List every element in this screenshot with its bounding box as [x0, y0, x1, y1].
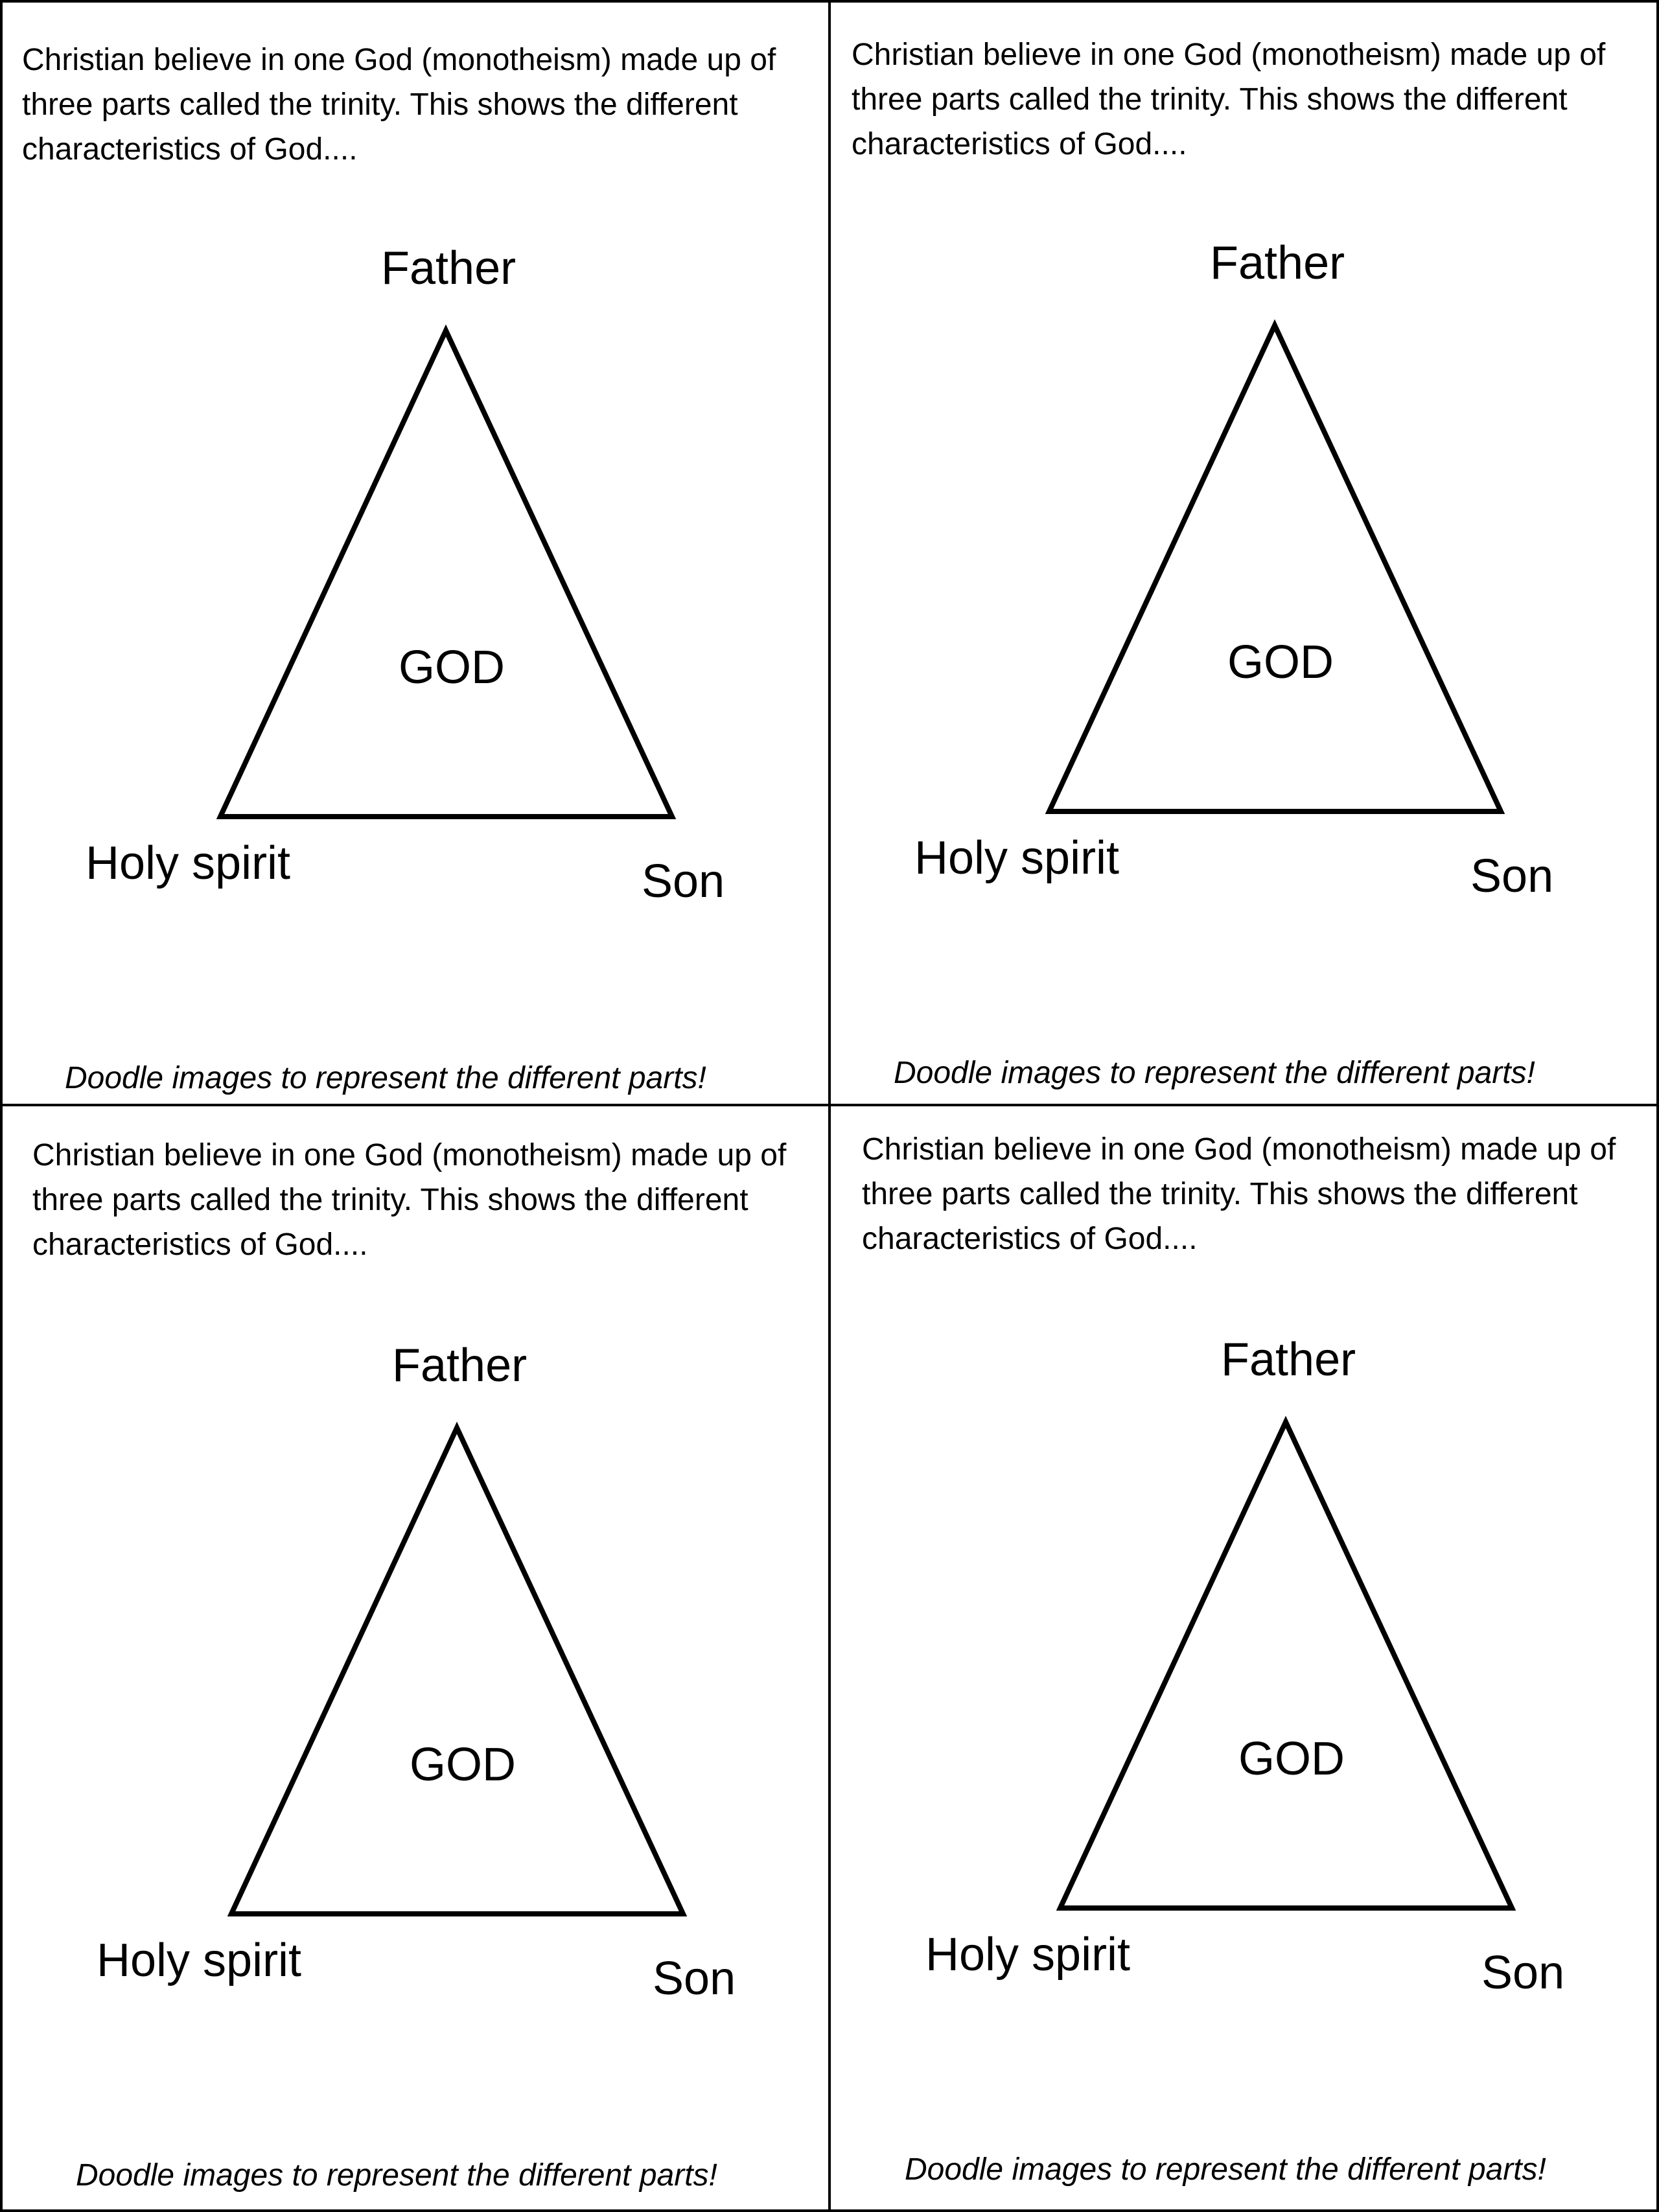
- trinity-panel-top-left: [0, 0, 828, 1105]
- father-label: Father: [1210, 237, 1345, 289]
- doodle-instruction: Doodle images to represent the different parts!: [65, 1061, 706, 1095]
- trinity-triangle: [1049, 325, 1501, 811]
- god-label: GOD: [399, 642, 505, 693]
- trinity-diagram: [0, 0, 828, 1105]
- son-label: Son: [653, 1953, 736, 2005]
- son-label: Son: [1470, 850, 1554, 902]
- intro-text: Christian believe in one God (monotheism) made up of three parts called the trinity. This shows the different characteristics of God....: [852, 38, 1606, 161]
- trinity-diagram: [831, 1106, 1659, 2211]
- trinity-panel-bottom-right: [831, 1106, 1659, 2211]
- god-label: GOD: [410, 1739, 516, 1791]
- father-label: Father: [381, 242, 516, 294]
- holy-spirit-label: Holy spirit: [86, 837, 291, 889]
- holy-spirit-label: Holy spirit: [97, 1935, 302, 1986]
- trinity-triangle: [1060, 1422, 1512, 1908]
- intro-text: Christian believe in one God (monotheism) made up of three parts called the trinity. This shows the different characteristics of God....: [22, 43, 776, 167]
- doodle-instruction: Doodle images to represent the different parts!: [76, 2158, 717, 2193]
- doodle-instruction: Doodle images to represent the different parts!: [894, 1056, 1535, 1090]
- father-label: Father: [1221, 1334, 1356, 1386]
- intro-text: Christian believe in one God (monotheism) made up of three parts called the trinity. This shows the different characteristics of God....: [862, 1132, 1616, 1256]
- trinity-panel-bottom-left: [0, 1106, 828, 2211]
- god-label: GOD: [1227, 636, 1334, 688]
- trinity-panel-top-right: [831, 0, 1659, 1105]
- god-label: GOD: [1238, 1733, 1345, 1785]
- holy-spirit-label: Holy spirit: [925, 1929, 1131, 1981]
- doodle-instruction: Doodle images to represent the different parts!: [905, 2152, 1546, 2187]
- son-label: Son: [1481, 1947, 1565, 1999]
- trinity-triangle: [220, 331, 672, 817]
- trinity-diagram: [831, 0, 1659, 1105]
- intro-text: Christian believe in one God (monotheism) made up of three parts called the trinity. This shows the different characteristics of God....: [32, 1138, 787, 1262]
- son-label: Son: [642, 856, 725, 907]
- trinity-diagram: [0, 1106, 828, 2211]
- trinity-triangle: [231, 1428, 683, 1914]
- father-label: Father: [392, 1340, 528, 1391]
- holy-spirit-label: Holy spirit: [914, 832, 1120, 884]
